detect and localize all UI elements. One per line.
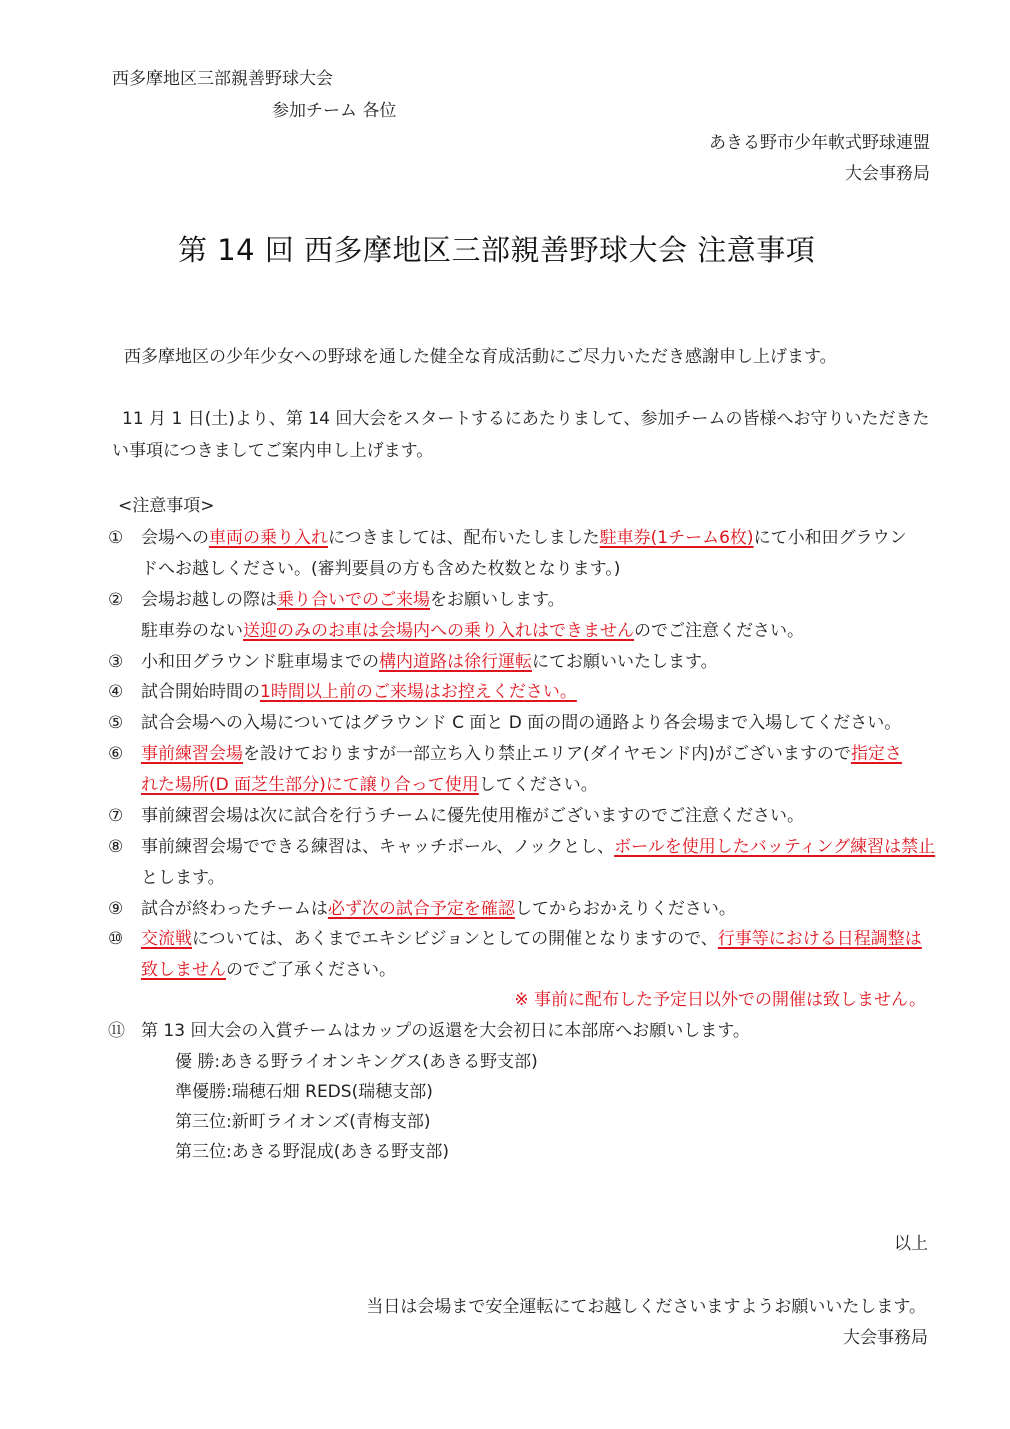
item-1-line2: ドへお越しください。(審判要員の方も含めた枚数となります。) <box>141 559 621 579</box>
item-10-note: ※ 事前に配布した予定日以外での開催は致しません。 <box>514 990 926 1010</box>
intro-paragraph-2-line2: い事項につきましてご案内申し上げます。 <box>112 441 434 461</box>
item-number: ② <box>108 590 124 610</box>
highlight: 送迎のみのお車は会場内への乗り入れはできません <box>243 621 634 641</box>
item-number: ⑪ <box>108 1021 125 1041</box>
sender-line1: あきる野市少年軟式野球連盟 <box>709 133 930 153</box>
highlight: 駐車券(1チーム6枚) <box>599 528 754 548</box>
item-10-line2: 致しませんのでご了承ください。 <box>141 960 396 980</box>
highlight: 1時間以上前のご来場はお控えください。 <box>260 682 577 702</box>
item-number: ① <box>108 528 124 548</box>
item-number: ④ <box>108 682 124 702</box>
intro-paragraph-1: 西多摩地区の少年少女への野球を通した健全な育成活動にご尽力いただき感謝申し上げます。 <box>124 347 837 367</box>
addressee-line1: 西多摩地区三部親善野球大会 <box>112 69 333 89</box>
item-6: ⑥ 事前練習会場を設けておりますが一部立ち入り禁止エリア(ダイヤモンド内)がございますので指定さ <box>108 744 902 764</box>
winner-3: 第三位:新町ライオンズ(青梅支部) <box>175 1112 431 1132</box>
item-number: ⑥ <box>108 744 124 764</box>
item-2-line2: 駐車券のない送迎のみのお車は会場内への乗り入れはできませんのでご注意ください。 <box>141 621 804 641</box>
item-2: ② 会場お越しの際は乗り合いでのご来場をお願いします。 <box>108 590 565 610</box>
item-number: ⑧ <box>108 837 124 857</box>
highlight: れた場所(D 面芝生部分)にて譲り合って使用 <box>141 775 479 795</box>
closing-ijo: 以上 <box>894 1234 928 1254</box>
addressee-line2: 参加チーム 各位 <box>272 101 397 121</box>
item-11: ⑪ 第 13 回大会の入賞チームはカップの返還を大会初日に本部席へお願いします。 <box>108 1016 750 1041</box>
item-8: ⑧ 事前練習会場でできる練習は、キャッチボール、ノックとし、ボールを使用したバッティング練習は禁止 <box>108 837 936 857</box>
item-number: ③ <box>108 652 124 672</box>
winner-4: 第三位:あきる野混成(あきる野支部) <box>175 1142 449 1162</box>
item-number: ⑩ <box>108 929 124 949</box>
item-8-line2: とします。 <box>141 868 225 888</box>
highlight: 事前練習会場 <box>141 744 243 764</box>
item-4: ④ 試合開始時間の1時間以上前のご来場はお控えください。 <box>108 682 577 702</box>
winner-2: 準優勝:瑞穂石畑 REDS(瑞穂支部) <box>175 1082 433 1102</box>
highlight: 乗り合いでのご来場 <box>277 590 430 610</box>
intro-paragraph-2-line1: 11 月 1 日(土)より、第 14 回大会をスタートするにあたりまして、参加チームの皆様へお守りいただきた <box>122 409 930 429</box>
item-5: ⑤ 試合会場への入場についてはグラウンド C 面と D 面の間の通路より各会場まで入場してください。 <box>108 713 902 733</box>
winner-1: 優 勝:あきる野ライオンキングス(あきる野支部) <box>175 1052 538 1072</box>
item-6-line2: れた場所(D 面芝生部分)にて譲り合って使用してください。 <box>141 775 598 795</box>
highlight: 指定さ <box>850 744 902 764</box>
highlight: 行事等における日程調整は <box>717 929 922 949</box>
item-number: ⑨ <box>108 899 124 919</box>
item-9: ⑨ 試合が終わったチームは必ず次の試合予定を確認してからおかえりください。 <box>108 899 736 919</box>
item-number: ⑦ <box>108 806 124 826</box>
item-number: ⑤ <box>108 713 124 733</box>
highlight: 交流戦 <box>141 929 192 949</box>
item-7: ⑦ 事前練習会場は次に試合を行うチームに優先使用権がございますのでご注意ください。 <box>108 806 804 826</box>
closing-safety: 当日は会場まで安全運転にてお越しくださいますようお願いいたします。 <box>366 1297 926 1317</box>
closing-office: 大会事務局 <box>843 1328 928 1348</box>
notes-heading: <注意事項> <box>118 496 215 516</box>
highlight: 必ず次の試合予定を確認 <box>327 899 515 919</box>
document-title: 第 14 回 西多摩地区三部親善野球大会 注意事項 <box>178 233 816 267</box>
highlight: 構内道路は徐行運転 <box>379 652 532 672</box>
highlight: 致しません <box>141 960 226 980</box>
item-1: ① 会場への車両の乗り入れにつきましては、配布いたしました駐車券(1チーム6枚)にて小和田グラウン <box>108 528 907 548</box>
highlight: ボールを使用したバッティング練習は禁止 <box>614 837 936 857</box>
highlight: 車両の乗り入れ <box>209 528 328 548</box>
sender-line2: 大会事務局 <box>845 164 930 184</box>
item-3: ③ 小和田グラウンド駐車場までの構内道路は徐行運転にてお願いいたします。 <box>108 652 718 672</box>
item-10: ⑩ 交流戦については、あくまでエキシビジョンとしての開催となりますので、行事等における日程調整は <box>108 929 922 949</box>
